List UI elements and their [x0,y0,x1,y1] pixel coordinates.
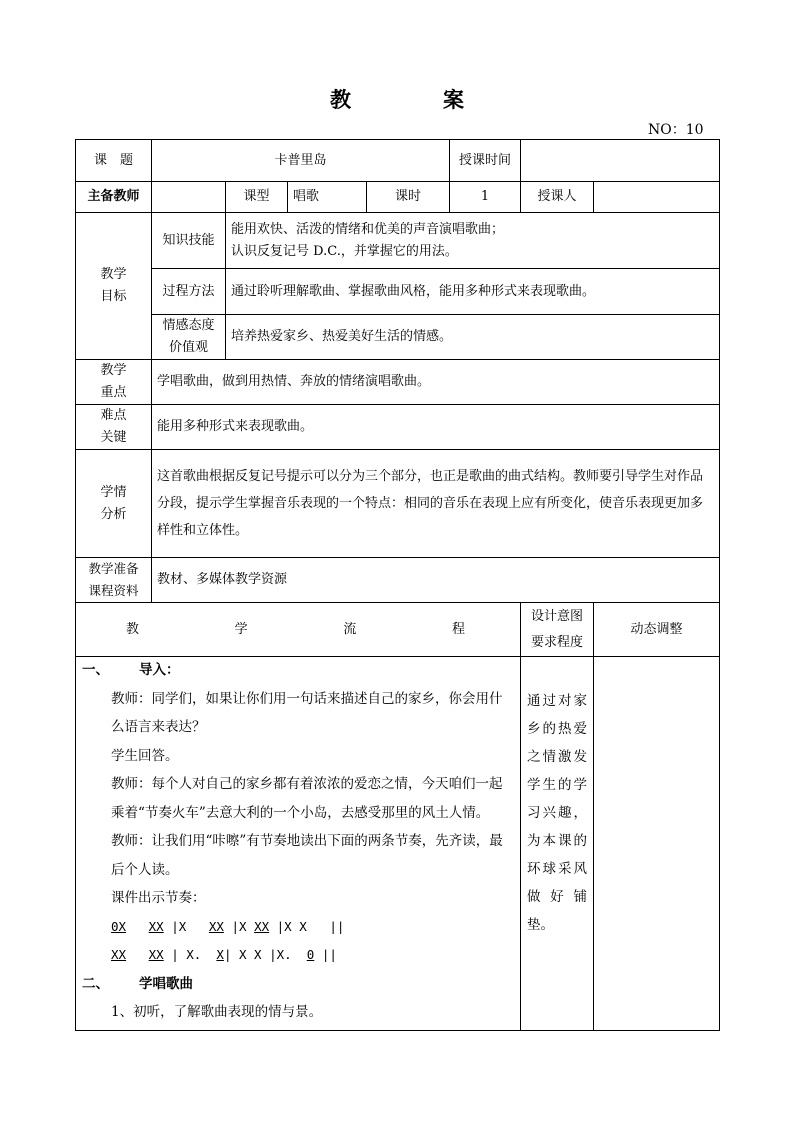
flow-paragraph-2: 学生回答。 [111,747,179,764]
row-goal-knowledge [76,213,720,269]
section-1-number: 一、 [82,662,109,678]
rhythm2-a: XX [111,947,127,962]
flow-header-char-1: 教 [126,621,140,637]
topic-value: 卡普里岛 [152,140,450,182]
flow-header-char-4: 程 [451,621,465,637]
row-prep [76,558,720,603]
hours-value: 1 [450,182,521,213]
flow-paragraph-6: 1、初听，了解歌曲表现的情与景。 [111,1004,323,1020]
rhythm1-d: XX [208,918,224,934]
title-part-2: 案 [443,87,464,112]
focus-value: 学唱歌曲，做到用热情、奔放的情绪演唱歌曲。 [152,360,720,405]
rhythm-line-1 [82,913,514,942]
rhythm1-b: XX [148,918,164,934]
rhythm2-c: | X. [171,947,202,962]
emotion-label [152,315,226,360]
process-label: 过程方法 [152,269,226,315]
flow-header-char-2: 学 [234,621,248,637]
emotion-label-line2: 价值观 [168,340,208,355]
rhythm2-h: || [321,947,337,962]
knowledge-line1: 能用欢快、活泼的情绪和优美的声音演唱歌曲； [231,221,505,237]
prep-label-line2: 课程资料 [88,583,139,598]
knowledge-line2: 认识反复记号 D.C.，并掌握它的用法。 [231,243,458,259]
difficulty-value: 能用多种形式来表现歌曲。 [152,405,720,450]
process-value: 通过聆听理解歌曲、掌握歌曲风格，能用多种形式来表现歌曲。 [226,269,720,315]
difficulty-label-line1: 难点 [100,408,127,423]
rhythm2-f: |X. [269,947,292,962]
rhythm2-b: XX [148,947,164,962]
flow-paragraph-4: 教师：让我们用“咔嚓”有节奏地读出下面的两条节奏，先齐读，最后个人读。 [111,833,503,878]
rhythm1-g: |X X [276,918,307,934]
prep-label-line1: 教学准备 [88,561,139,576]
rhythm2-d: X [216,947,224,962]
row-focus [76,360,720,405]
flow-header-title [76,603,521,657]
prep-value: 教材、多媒体教学资源 [152,558,720,603]
section-1-title: 导入： [139,662,180,678]
row-goal-emotion [76,315,720,360]
flow-paragraph-1 [82,685,514,742]
design-note: 通过对家乡的热爱之情激发学生的学习兴趣，为本课的环球采风做好铺垫。 [527,693,588,933]
time-label: 授课时间 [450,140,521,182]
teacher-label: 主备教师 [76,182,152,213]
section-2-heading [82,970,514,999]
rhythm1-a: 0X [111,918,127,934]
flow-header-char-3: 流 [343,621,357,637]
emotion-value: 培养热爱家乡、热爱美好生活的情感。 [226,315,720,360]
goals-label [76,213,152,360]
hours-label: 课时 [367,182,450,213]
type-label: 课型 [226,182,288,213]
focus-label-line1: 教学 [100,363,127,378]
row-flow-header [76,603,720,657]
row-flow-body [76,657,720,1031]
rhythm1-f: XX [254,918,270,934]
goals-label-line1: 教学 [100,267,127,282]
lecturer-label: 授课人 [521,182,594,213]
row-goal-process [76,269,720,315]
row-teacher [76,182,720,213]
row-difficulty [76,405,720,450]
rhythm2-g: 0 [306,947,315,962]
knowledge-label: 知识技能 [152,213,226,269]
design-line1: 设计意图 [531,608,584,624]
row-topic [76,140,720,182]
analysis-label-line1: 学情 [100,484,127,500]
lesson-plan-table [75,139,720,1031]
topic-label: 课 题 [76,140,152,182]
goals-label-line2: 目标 [100,289,127,304]
flow-header-design [521,603,594,657]
rhythm-line-2 [82,941,514,970]
prep-label [76,558,152,603]
section-2-number: 二、 [82,975,109,992]
rhythm2-e: | X X [223,947,262,962]
analysis-label [76,450,152,558]
flow-paragraph-3: 教师：每个人对自己的家乡都有着浓浓的爱恋之情，今天咱们一起乘着“节奏火车”去意大利的一个小岛，去感受那里的风土人情。 [111,776,503,821]
focus-label [76,360,152,405]
title-part-1: 教 [330,87,351,112]
knowledge-value [226,213,720,269]
flow-paragraph-1-text: 教师：同学们，如果让你们用一句话来描述自己的家乡，你会用什么语言来表达？ [111,690,503,735]
flow-header-adjust: 动态调整 [594,603,720,657]
rhythm1-e: |X [231,918,247,934]
row-analysis [76,450,720,558]
difficulty-label [76,405,152,450]
rhythm1-h: || [329,918,345,934]
section-1-heading [82,656,514,685]
adjust-cell [594,657,720,1031]
teacher-value [152,182,226,213]
emotion-label-line1: 情感态度 [162,318,215,333]
design-note-cell [521,657,594,1031]
analysis-label-line2: 分析 [100,506,127,522]
lecturer-value [594,182,720,213]
document-title [0,84,794,114]
design-line2: 要求程度 [531,634,584,650]
analysis-value: 这首歌曲根据反复记号提示可以分为三个部分，也正是歌曲的曲式结构。教师要引导学生对作品分段，提示学生掌握音乐表现的一个特点：相同的音乐在表现上应有所变化，使音乐表现更加多样性和立体性。 [152,450,720,558]
difficulty-label-line2: 关键 [100,430,127,445]
section-2-title: 学唱歌曲 [139,975,193,992]
time-value [521,140,720,182]
document-number: NO：10 [648,122,704,138]
rhythm1-c: |X [171,918,187,934]
focus-label-line2: 重点 [100,385,127,400]
type-value: 唱歌 [288,182,367,213]
flow-paragraph-5: 课件出示节奏： [111,890,206,906]
flow-content [76,657,521,1031]
